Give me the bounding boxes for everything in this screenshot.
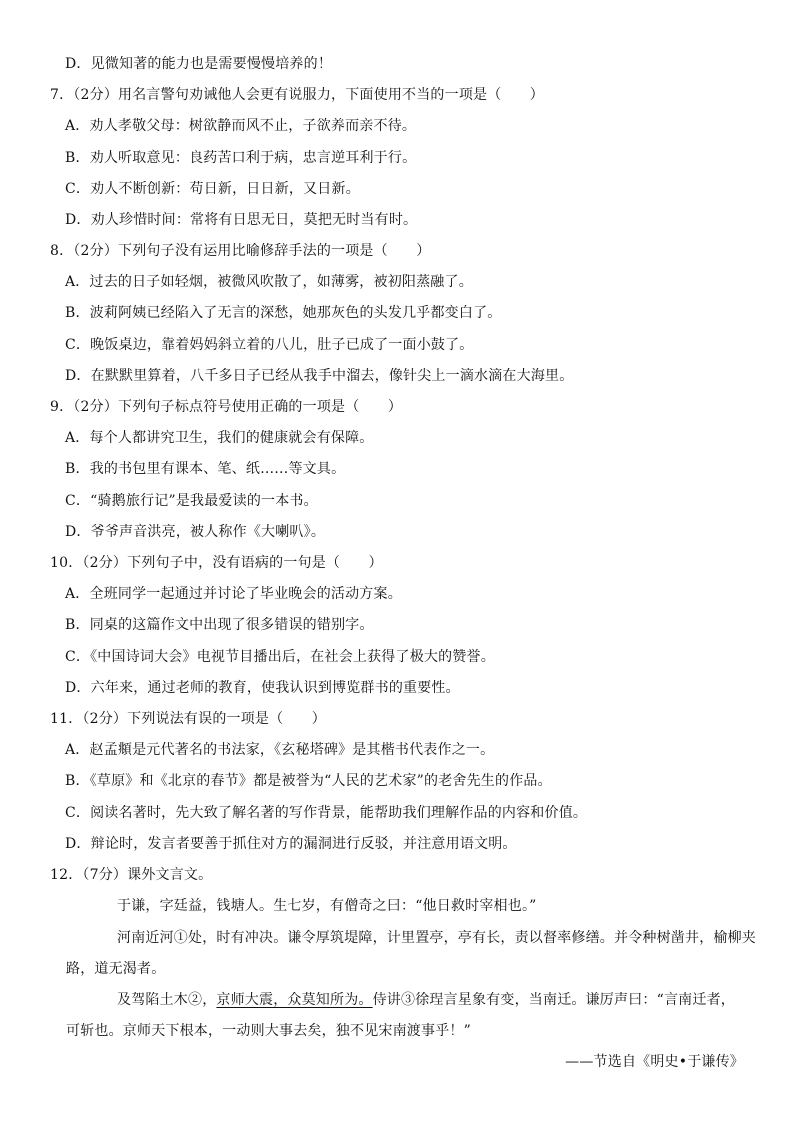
question-11-stem: 11．（2分）下列说法有误的一项是（ ） [50,711,326,727]
question-11-option-d: D．辩论时，发言者要善于抓住对方的漏洞进行反驳，并注意用语文明。 [65,836,517,852]
question-10-option-b: B．同桌的这篇作文中出现了很多错误的错别字。 [65,617,374,633]
question-7-option-a: A．劝人孝敬父母：树欲静而风不止，子欲养而亲不待。 [65,118,417,134]
passage-paragraph-3-line-2: 可斩也。京师天下根本，一动则大事去矣，独不见宋南渡事乎！” [66,1023,471,1039]
question-10-option-a: A．全班同学一起通过并讨论了毕业晚会的活动方案。 [65,586,402,602]
question-11-option-b: B．《草原》和《北京的春节》都是被誉为“人民的艺术家”的老舍先生的作品。 [65,773,552,789]
passage-text: 及驾陷土木②， [117,992,217,1008]
question-11-option-c: C．阅读名著时，先大致了解名著的写作背景，能帮助我们理解作品的内容和价值。 [65,805,588,821]
question-9-option-d: D．爷爷声音洪亮，被人称作《大喇叭》。 [65,524,326,540]
question-8-option-b: B．波莉阿姨已经陷入了无言的深愁，她那灰色的头发几乎都变白了。 [65,305,502,321]
question-12-stem: 12．（7分）课外文言文。 [50,867,213,883]
question-7-option-d: D．劝人珍惜时间：常将有日思无日，莫把无时当有时。 [65,212,418,228]
passage-paragraph-2-line-2: 路，道无渴者。 [66,961,166,977]
question-8-stem: 8．（2分）下列句子没有运用比喻修辞手法的一项是（ ） [50,243,431,259]
question-11-option-a: A．赵孟頫是元代著名的书法家，《玄秘塔碑》是其楷书代表作之一。 [65,742,495,758]
question-9-option-a: A．每个人都讲究卫生，我们的健康就会有保障。 [65,430,374,446]
passage-paragraph-3-line-1 [0,990,794,1010]
question-8-option-a: A．过去的日子如轻烟，被微风吹散了，如薄雾，被初阳蒸融了。 [65,274,473,290]
question-9-option-b: B．我的书包里有课本、笔、纸……等文具。 [65,461,346,477]
question-8-option-d: D．在默默里算着，八千多日子已经从我手中溜去，像针尖上一滴水滴在大海里。 [65,368,574,384]
question-10-option-c: C．《中国诗词大会》电视节目播出后，在社会上获得了极大的赞誉。 [65,649,495,665]
question-8-option-c: C．晚饭桌边，靠着妈妈斜立着的八儿，肚子已成了一面小鼓了。 [65,337,474,353]
passage-source: ——节选自《明史•于谦传》 [565,1054,744,1070]
prev-option-d: D．见微知著的能力也是需要慢慢培养的！ [65,56,333,72]
passage-paragraph-2-line-1: 河南近河①处，时有冲决。谦令厚筑堤障，计里置亭，亭有长，责以督率修缮。并令种树凿井，榆柳夹 [117,930,756,946]
passage-text: 侍讲③徐珵言星象有变，当南迁。谦厉声曰：“言南迁者， [372,992,735,1008]
question-10-option-d: D．六年来，通过老师的教育，使我认识到博览群书的重要性。 [65,680,460,696]
question-7-stem: 7．（2分）用名言警句劝诫他人会更有说服力，下面使用不当的一项是（ ） [50,87,545,103]
passage-paragraph-1: 于谦，字廷益，钱塘人。生七岁，有僧奇之曰：“他日救时宰相也。” [117,898,537,914]
question-10-stem: 10．（2分）下列句子中，没有语病的一句是（ ） [50,555,383,571]
question-7-option-b: B．劝人听取意见：良药苦口利于病，忠言逆耳利于行。 [65,150,417,166]
question-9-stem: 9．（2分）下列句子标点符号使用正确的一项是（ ） [50,399,403,415]
question-7-option-c: C．劝人不断创新：苟日新，日日新，又日新。 [65,181,360,197]
question-9-option-c: C．“骑鹅旅行记”是我最爱读的一本书。 [65,493,318,509]
underlined-sentence: 京师大震，众莫知所为。 [216,992,373,1008]
